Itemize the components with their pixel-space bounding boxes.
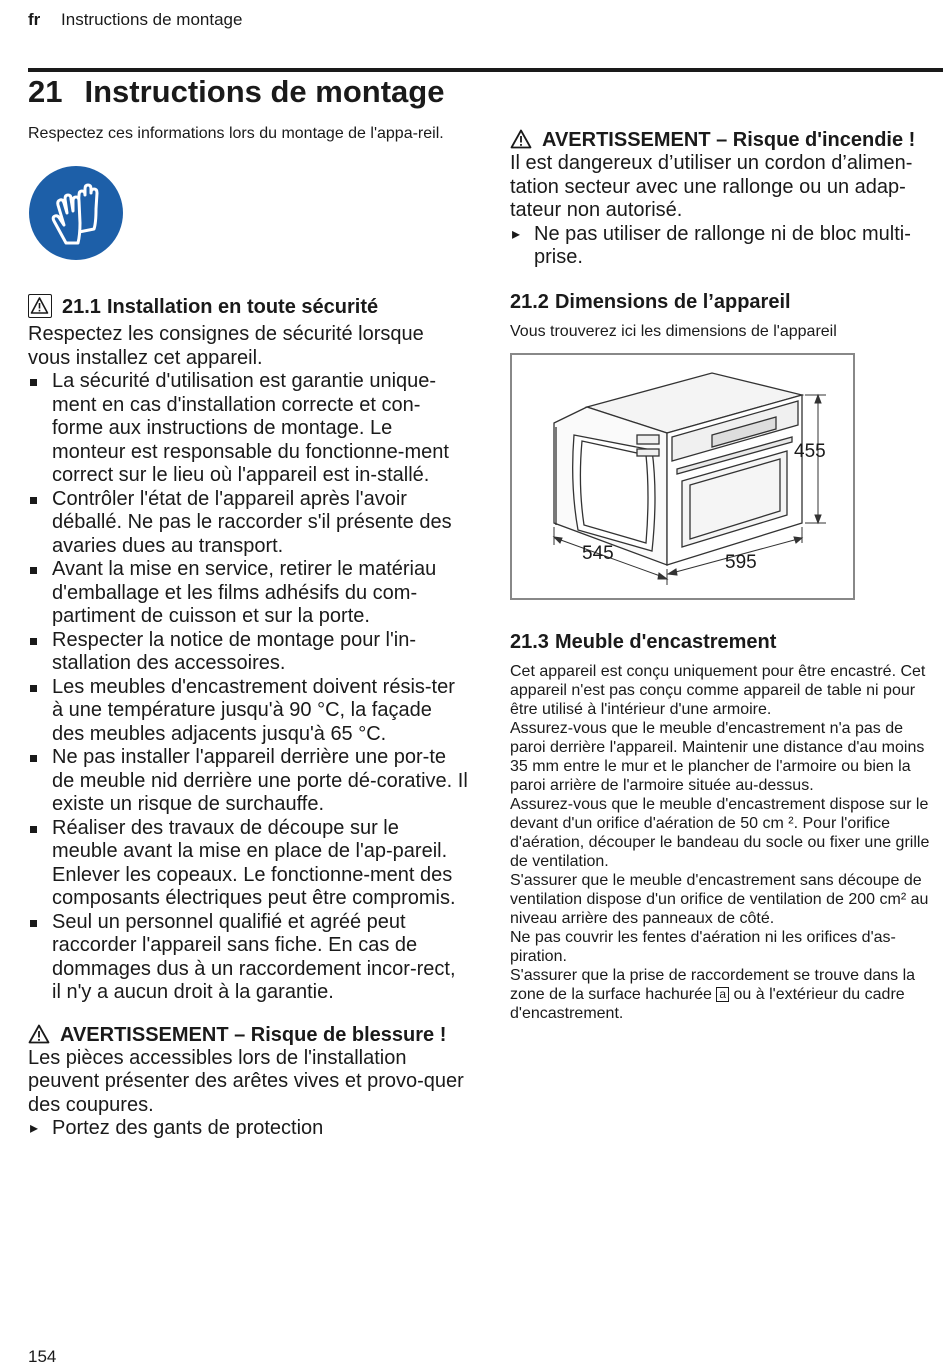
header-title: Instructions de montage — [61, 10, 243, 29]
section-21-3-title: Meuble d'encastrement — [554, 630, 777, 653]
paragraph: S'assurer que le meuble d'encastrement sans découpe de ventilation dispose d'un orifice de ventilation de 200 cm² au niveau arrière des panneaux de côté. — [510, 871, 929, 927]
list-item: Les meubles d'encastrement doivent résis-ter à une température jusqu'à 90 °C, la façade des meubles adjacents jusqu'à 65 °C. — [28, 676, 468, 747]
section-21-2-heading — [510, 290, 943, 314]
paragraph: Assurez-vous que le meuble d'encastrement n'a pas de paroi derrière l'appareil. Maintenir une distance d'au moins 35 mm entre le mur et le plancher de l'armoire ou bien la paroi arrière de l'armoire située au-dessus. — [510, 719, 925, 794]
list-item: La sécurité d'utilisation est garantie unique-ment en cas d'installation correcte et con-forme aux instructions de montage. Le monteur est responsable du fonctionne-ment correct sur le lieu où l'appareil est in-stallé. — [28, 370, 468, 488]
chapter-number: 21 — [28, 74, 63, 109]
intro-text: Respectez ces informations lors du montage de l'appa-reil. — [28, 125, 444, 142]
appliance-dimensions-figure — [510, 353, 855, 600]
section-21-1-intro: Respectez les consignes de sécurité lorsque vous installez cet appareil. — [28, 323, 424, 369]
list-item: Ne pas installer l'appareil derrière une por-te de meuble nid derrière une porte dé-corative. Il existe un risque de surchauffe. — [28, 746, 468, 817]
paragraph: Assurez-vous que le meuble d'encastrement dispose sur le devant d'un orifice d'aération de 50 cm ². Pour l'orifice d'aération, découper le bandeau du socle ou fixer une grille de ventilation. — [510, 795, 930, 870]
page-number: 154 — [28, 1347, 57, 1366]
width-label: 595 — [725, 551, 757, 573]
section-21-2-title: Dimensions de l’appareil — [554, 290, 791, 313]
section-21-3-number: 21.3 — [510, 630, 549, 653]
chapter-title — [28, 74, 444, 110]
safety-list — [28, 370, 468, 1005]
list-item: Contrôler l'état de l'appareil après l'avoir déballé. Ne pas le raccorder s'il présente des avaries dues au transport. — [28, 488, 468, 559]
list-item: Avant la mise en service, retirer le matériau d'emballage et les films adhésifs du com-partiment de cuisson et sur la porte. — [28, 558, 468, 629]
fire-warning-title — [510, 128, 943, 152]
fire-warning-title-text: AVERTISSEMENT – Risque d'incendie ! — [542, 129, 916, 151]
paragraph: Ne pas couvrir les fentes d'aération ni les orifices d'as-piration. — [510, 928, 896, 965]
injury-action-list — [28, 1117, 468, 1141]
paragraph: Cet appareil est conçu uniquement pour être encastré. Cet appareil n'est pas conçu comme appareil de table ni pour être utilisé à l'intérieur d'une armoire. — [510, 662, 926, 718]
injury-warning-title-text: AVERTISSEMENT – Risque de blessure ! — [60, 1023, 447, 1046]
reference-marker-a: a — [716, 987, 729, 1002]
list-item: Respecter la notice de montage pour l'in-stallation des accessoires. — [28, 629, 468, 676]
injury-warning-title — [28, 1023, 468, 1047]
section-21-3-body — [510, 662, 943, 1023]
injury-action: ▸ Portez des gants de protection — [28, 1117, 468, 1141]
paragraph-part: ou à l'extérieur du cadre d'encastrement. — [510, 985, 905, 1022]
depth-label: 545 — [582, 542, 614, 564]
section-21-3-heading — [510, 630, 943, 654]
fire-action: ▸ Ne pas utiliser de rallonge ni de bloc multi-prise. — [510, 223, 943, 270]
list-item: Seul un personnel qualifié et agréé peut raccorder l'appareil sans fiche. En cas de dommages dus à un raccordement incor-rect, il n'y a aucun droit à la garantie. — [28, 911, 468, 1005]
injury-warning-text: Les pièces accessibles lors de l'installation peuvent présenter des arêtes vives et provo-quer des coupures. — [28, 1046, 464, 1116]
section-21-2-number: 21.2 — [510, 290, 549, 313]
height-label: 455 — [794, 440, 826, 462]
oven-drawing — [512, 355, 853, 598]
section-21-2-intro: Vous trouverez ici les dimensions de l'appareil — [510, 322, 837, 340]
paragraph-part: S'assurer que la prise de raccordement se trouve dans la zone de la surface hachurée — [510, 966, 916, 1003]
section-21-1-title: Installation en toute sécurité — [106, 296, 379, 318]
right-column — [510, 124, 943, 1023]
section-21-1-heading — [28, 294, 468, 319]
header-rule — [28, 68, 943, 72]
fire-warning-text: Il est dangereux d’utiliser un cordon d’alimen-tation secteur avec une rallonge ou un adap-tateur non autorisé. — [510, 152, 913, 221]
section-21-1-number: 21.1 — [62, 296, 101, 318]
fire-action-list — [510, 223, 943, 270]
language-code: fr — [28, 10, 41, 29]
warning-triangle-icon — [28, 1024, 50, 1044]
warning-triangle-icon — [510, 129, 532, 149]
page-header — [28, 10, 242, 30]
chapter-title-text: Instructions de montage — [84, 74, 445, 109]
safety-warning-icon — [28, 294, 52, 318]
protective-gloves-icon — [28, 165, 124, 261]
paragraph — [510, 966, 943, 1023]
list-item: Réaliser des travaux de découpe sur le meuble avant la mise en place de l'ap-pareil. Enlever les copeaux. Le fonctionne-ment des composants électriques peut être compromis. — [28, 817, 468, 911]
left-column — [28, 124, 468, 1141]
